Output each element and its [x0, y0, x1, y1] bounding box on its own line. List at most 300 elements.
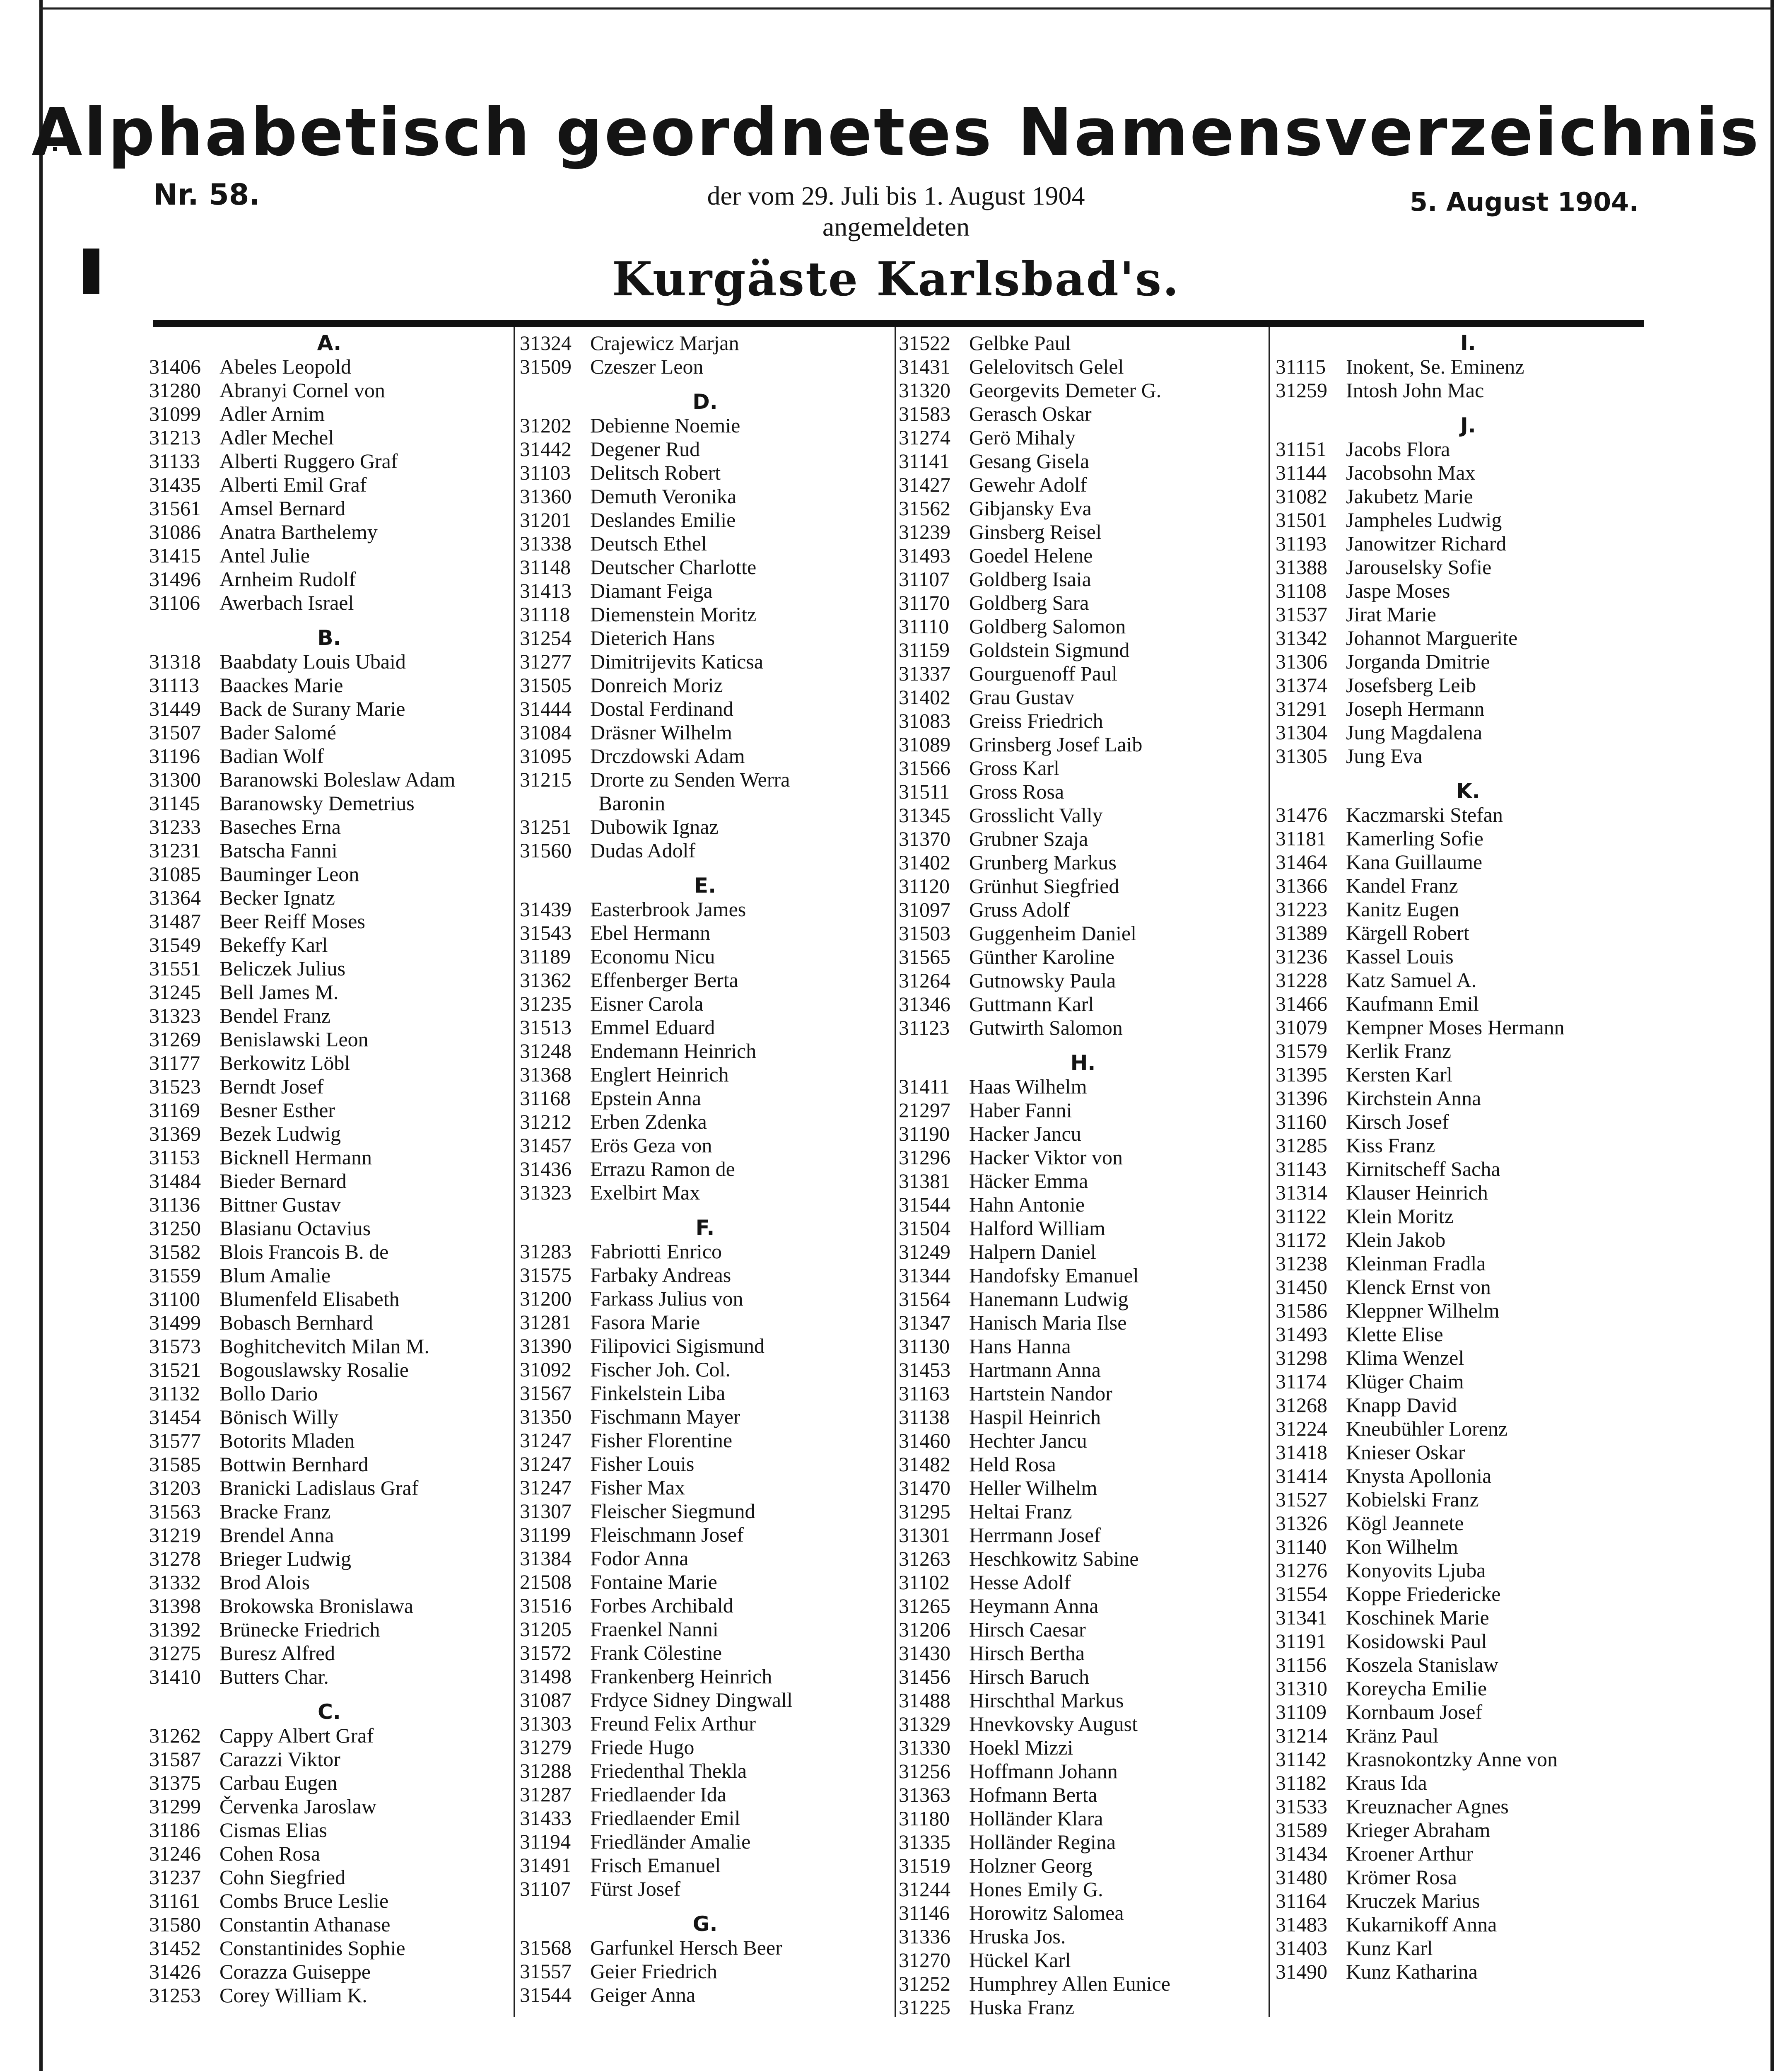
guest-number: 31236 — [1276, 945, 1327, 968]
guest-entry — [149, 449, 509, 473]
guest-entry — [520, 461, 890, 485]
guest-entry — [899, 1925, 1267, 1948]
guest-entry — [1276, 1535, 1661, 1559]
guest-name: Hartmann Anna — [969, 1358, 1101, 1381]
guest-name: Kanitz Eugen — [1346, 898, 1459, 921]
guest-entry — [1276, 626, 1661, 650]
guest-entry — [1276, 1582, 1661, 1606]
guest-entry — [1276, 721, 1661, 744]
guest-entry — [899, 497, 1267, 520]
guest-name: Herrmann Josef — [969, 1523, 1101, 1547]
guest-name: Guggenheim Daniel — [969, 922, 1137, 945]
guest-name: Amsel Bernard — [219, 497, 346, 520]
guest-number: 31270 — [899, 1948, 950, 1972]
guest-number: 31415 — [149, 544, 201, 567]
name-column-4 — [1276, 331, 1661, 2017]
guest-number: 31402 — [899, 851, 950, 874]
guest-entry — [520, 1499, 890, 1523]
guest-number: 31427 — [899, 473, 950, 496]
guest-entry — [149, 1842, 509, 1866]
guest-name: Humphrey Allen Eunice — [969, 1972, 1170, 1995]
guest-number: 31275 — [149, 1641, 201, 1665]
guest-name: Halpern Daniel — [969, 1240, 1096, 1263]
guest-entry — [899, 615, 1267, 638]
guest-entry — [899, 1948, 1267, 1972]
guest-name: Baranowsky Demetrius — [219, 792, 415, 815]
guest-name: Garfunkel Hersch Beer — [590, 1936, 782, 1959]
guest-number: 31274 — [899, 426, 950, 449]
guest-number: 31249 — [899, 1240, 950, 1263]
guest-entry — [1276, 1936, 1661, 1960]
guest-number: 31118 — [520, 603, 570, 626]
guest-entry — [899, 969, 1267, 992]
guest-name: Friedlaender Emil — [590, 1806, 740, 1830]
guest-entry — [899, 1641, 1267, 1665]
guest-name: Horowitz Salomea — [969, 1901, 1124, 1924]
guest-entry — [899, 1878, 1267, 1901]
guest-name: Kögl Jeannete — [1346, 1511, 1464, 1535]
guest-name: Hirschthal Markus — [969, 1689, 1124, 1712]
guest-number: 31426 — [149, 1960, 201, 1983]
guest-entry — [899, 1217, 1267, 1240]
guest-number: 31283 — [520, 1240, 572, 1263]
guest-entry — [520, 555, 890, 579]
guest-entry — [899, 1169, 1267, 1193]
guest-name: Adler Arnim — [219, 402, 325, 425]
guest-entry — [1276, 1511, 1661, 1535]
guest-entry — [149, 379, 509, 402]
guest-entry — [149, 1358, 509, 1382]
guest-entry — [149, 473, 509, 497]
guest-number: 31370 — [899, 827, 950, 850]
guest-name: Czeszer Leon — [590, 355, 704, 378]
guest-number: 31206 — [899, 1618, 950, 1641]
guest-number: 31336 — [899, 1925, 950, 1948]
guest-name: Cohn Siegfried — [219, 1866, 346, 1889]
guest-name: Johannot Marguerite — [1346, 626, 1518, 649]
guest-number: 31521 — [149, 1358, 201, 1381]
guest-entry — [149, 1571, 509, 1594]
guest-name: Beer Reiff Moses — [219, 910, 365, 933]
guest-name: Geier Friedrich — [590, 1960, 717, 1983]
guest-name: Cismas Elias — [219, 1818, 327, 1842]
guest-entry — [520, 1617, 890, 1641]
guest-number: 31491 — [520, 1854, 572, 1877]
guest-entry — [520, 968, 890, 992]
guest-name: Fraenkel Nanni — [590, 1617, 719, 1641]
guest-number: 31168 — [520, 1086, 571, 1110]
guest-number: 31503 — [899, 922, 950, 945]
guest-number: 31452 — [149, 1936, 201, 1960]
guest-entry — [899, 804, 1267, 827]
guest-entry — [1276, 921, 1661, 945]
guest-number: 31490 — [1276, 1960, 1327, 1983]
guest-entry — [149, 980, 509, 1004]
guest-name: Baackes Marie — [219, 673, 343, 697]
section-letter: H. — [1070, 1051, 1096, 1075]
guest-number: 31369 — [149, 1122, 201, 1145]
guest-entry — [1276, 850, 1661, 874]
guest-name: Bracke Franz — [219, 1500, 330, 1523]
guest-entry — [1276, 379, 1661, 402]
guest-name: Farbaky Andreas — [590, 1263, 731, 1287]
guest-name-continuation: Baronin — [598, 792, 666, 815]
guest-name: Bollo Dario — [219, 1382, 318, 1405]
guest-name: Dubowik Ignaz — [590, 815, 719, 838]
guest-number: 31181 — [1276, 827, 1327, 850]
guest-number: 31202 — [520, 414, 572, 437]
guest-entry — [520, 437, 890, 461]
guest-entry — [149, 792, 509, 815]
guest-name: Carazzi Viktor — [219, 1748, 340, 1771]
guest-number: 31115 — [1276, 355, 1326, 378]
guest-name: Jaspe Moses — [1346, 579, 1450, 602]
guest-name: Heschkowitz Sabine — [969, 1547, 1139, 1570]
guest-number: 31403 — [1276, 1936, 1327, 1960]
guest-name: Hirsch Baruch — [969, 1665, 1090, 1688]
guest-number: 31488 — [899, 1689, 950, 1712]
guest-entry — [1276, 579, 1661, 603]
guest-number: 31142 — [1276, 1748, 1327, 1771]
guest-name: Holzner Georg — [969, 1854, 1093, 1877]
guest-number: 31342 — [1276, 626, 1327, 649]
guest-entry — [149, 815, 509, 839]
guest-name: Gewehr Adolf — [969, 473, 1087, 496]
guest-name: Combs Bruce Leslie — [219, 1889, 389, 1912]
guest-name: Bauminger Leon — [219, 862, 359, 886]
guest-entry — [1276, 1653, 1661, 1677]
guest-entry — [899, 1712, 1267, 1736]
guest-entry — [149, 910, 509, 933]
guest-entry — [520, 626, 890, 650]
guest-name: Krieger Abraham — [1346, 1818, 1491, 1842]
guest-number: 31516 — [520, 1594, 572, 1617]
guest-number: 31498 — [520, 1665, 572, 1688]
guest-number: 31106 — [149, 591, 200, 614]
guest-entry — [899, 1287, 1267, 1311]
guest-number: 31100 — [149, 1287, 200, 1311]
guest-entry — [149, 721, 509, 744]
guest-name: Klima Wenzel — [1346, 1346, 1464, 1369]
guest-number: 31434 — [1276, 1842, 1327, 1865]
section-gap — [520, 379, 890, 390]
guest-entry — [1276, 603, 1661, 626]
guest-name: Emmel Eduard — [590, 1016, 715, 1039]
guest-name: Baseches Erna — [219, 815, 341, 838]
guest-name: Filipovici Sigismund — [590, 1334, 765, 1357]
guest-entry — [149, 355, 509, 379]
guest-entry — [520, 768, 890, 792]
guest-number: 31442 — [520, 437, 572, 461]
guest-number: 31247 — [520, 1429, 572, 1452]
guest-name: Dimitrijevits Katicsa — [590, 650, 763, 673]
guest-name: Klüger Chaim — [1346, 1370, 1464, 1393]
guest-name: Baabdaty Louis Ubaid — [219, 650, 406, 673]
section-gap — [149, 615, 509, 626]
guest-name: Holländer Klara — [969, 1807, 1103, 1830]
guest-number: 31095 — [520, 744, 572, 768]
guest-number: 31583 — [899, 402, 950, 425]
guest-name: Kraus Ida — [1346, 1771, 1427, 1794]
guest-number: 31305 — [1276, 744, 1327, 768]
guest-number: 31151 — [1276, 437, 1327, 461]
guest-entry — [899, 1689, 1267, 1712]
guest-entry — [899, 992, 1267, 1016]
guest-entry — [1276, 1016, 1661, 1039]
guest-entry — [520, 579, 890, 603]
guest-number: 31411 — [899, 1075, 950, 1098]
guest-entry — [1276, 1818, 1661, 1842]
guest-name: Inokent, Se. Eminenz — [1346, 355, 1524, 378]
guest-entry — [520, 1665, 890, 1688]
guest-entry — [520, 1110, 890, 1134]
guest-entry — [520, 1735, 890, 1759]
guest-number: 31499 — [149, 1311, 201, 1334]
guest-number: 31551 — [149, 957, 201, 980]
guest-name: Butters Char. — [219, 1665, 329, 1688]
guest-name: Georgevits Demeter G. — [969, 379, 1162, 402]
guest-name: Bittner Gustav — [219, 1193, 341, 1216]
guest-entry — [899, 733, 1267, 756]
guest-number: 31145 — [149, 792, 200, 815]
guest-entry — [1276, 437, 1661, 461]
guest-number: 31482 — [899, 1453, 950, 1476]
guest-number: 31456 — [899, 1665, 950, 1688]
guest-entry — [1276, 803, 1661, 827]
guest-number: 31509 — [520, 355, 572, 378]
guest-name: Frankenberg Heinrich — [590, 1665, 772, 1688]
guest-name: Kroener Arthur — [1346, 1842, 1473, 1865]
guest-name: Forbes Archibald — [590, 1594, 733, 1617]
guest-name: Hoekl Mizzi — [969, 1736, 1073, 1759]
guest-entry — [1276, 945, 1661, 968]
guest-entry — [899, 1476, 1267, 1500]
guest-number: 31291 — [1276, 697, 1327, 720]
guest-name: Errazu Ramon de — [590, 1157, 735, 1180]
guest-entry — [149, 862, 509, 886]
guest-number: 31244 — [899, 1878, 950, 1901]
guest-name: Koppe Friedericke — [1346, 1582, 1501, 1605]
guest-number: 31418 — [1276, 1441, 1327, 1464]
guest-entry — [1276, 1677, 1661, 1700]
guest-name: Kersten Karl — [1346, 1063, 1452, 1086]
guest-number: 31235 — [520, 992, 572, 1015]
guest-entry — [1276, 1488, 1661, 1511]
guest-entry — [1276, 1134, 1661, 1157]
guest-name: Dräsner Wilhelm — [590, 721, 732, 744]
guest-name: Badian Wolf — [219, 744, 324, 768]
guest-number: 31431 — [899, 355, 950, 378]
guest-entry — [520, 1547, 890, 1570]
guest-number: 31079 — [1276, 1016, 1327, 1039]
guest-name: Häcker Emma — [969, 1169, 1088, 1192]
guest-name: Bottwin Bernhard — [219, 1453, 369, 1476]
guest-entry — [1276, 1629, 1661, 1653]
guest-name: Fleischer Siegmund — [590, 1499, 755, 1523]
guest-name: Haas Wilhelm — [969, 1075, 1087, 1098]
guest-entry — [1276, 1700, 1661, 1724]
section-heading: Kurgäste Karlsbad's. — [612, 252, 1180, 307]
guest-number: 31523 — [149, 1075, 201, 1098]
guest-entry — [1276, 1346, 1661, 1370]
guest-entry — [520, 921, 890, 945]
guest-number: 31582 — [149, 1240, 201, 1263]
section-gap — [520, 1204, 890, 1216]
guest-entry — [899, 1830, 1267, 1854]
guest-name: Fischmann Mayer — [590, 1405, 740, 1428]
guest-number: 31414 — [1276, 1464, 1327, 1487]
guest-number: 31449 — [149, 697, 201, 720]
guest-name: Gourguenoff Paul — [969, 662, 1117, 685]
guest-entry — [899, 827, 1267, 851]
guest-entry — [149, 1866, 509, 1889]
guest-entry — [149, 1287, 509, 1311]
guest-entry — [149, 520, 509, 544]
guest-name: Abeles Leopold — [219, 355, 351, 378]
guest-name: Alberti Ruggero Graf — [219, 449, 398, 473]
guest-number: 31389 — [1276, 921, 1327, 944]
guest-name: Goldstein Sigmund — [969, 638, 1130, 661]
guest-name: Krömer Rosa — [1346, 1866, 1457, 1889]
guest-number: 31295 — [899, 1500, 950, 1523]
guest-name: Frisch Emanuel — [590, 1854, 721, 1877]
guest-name: Brieger Ludwig — [219, 1547, 351, 1570]
guest-name: Hones Emily G. — [969, 1878, 1103, 1901]
guest-name: Bader Salomé — [219, 721, 336, 744]
guest-entry — [899, 355, 1267, 379]
guest-name: Freund Felix Arthur — [590, 1712, 756, 1735]
guest-entry — [520, 1936, 890, 1960]
guest-entry — [149, 1618, 509, 1641]
guest-entry — [149, 1594, 509, 1618]
guest-name: Kon Wilhelm — [1346, 1535, 1458, 1558]
guest-name: Brokowska Bronislawa — [219, 1594, 413, 1617]
guest-number: 31203 — [149, 1476, 201, 1499]
guest-entry — [899, 1264, 1267, 1287]
guest-name: Jacobsohn Max — [1346, 461, 1476, 484]
guest-name: Constantinides Sophie — [219, 1936, 405, 1960]
guest-name: Carbau Eugen — [219, 1771, 338, 1794]
guest-entry — [149, 744, 509, 768]
guest-name: Guttmann Karl — [969, 992, 1094, 1016]
guest-number: 21297 — [899, 1098, 950, 1122]
guest-number: 31453 — [899, 1358, 950, 1381]
guest-entry — [1276, 697, 1661, 721]
guest-entry — [899, 1736, 1267, 1760]
guest-name: Grosslicht Vally — [969, 804, 1103, 827]
guest-name: Debienne Noemie — [590, 414, 740, 437]
guest-number: 31087 — [520, 1688, 572, 1711]
guest-number: 31215 — [520, 768, 572, 791]
guest-number: 31457 — [520, 1134, 572, 1157]
guest-name: Kempner Moses Hermann — [1346, 1016, 1565, 1039]
guest-number: 31335 — [899, 1830, 950, 1854]
guest-name: Fleischmann Josef — [590, 1523, 744, 1546]
guest-entry — [899, 1523, 1267, 1547]
guest-number: 31190 — [899, 1122, 950, 1145]
guest-name: Hnevkovsky August — [969, 1712, 1138, 1735]
guest-name: Fodor Anna — [590, 1547, 689, 1570]
guest-entry — [149, 497, 509, 520]
guest-number: 31433 — [520, 1806, 572, 1830]
guest-name: Blumenfeld Elisabeth — [219, 1287, 400, 1311]
guest-number: 31200 — [520, 1287, 572, 1310]
guest-name: Corazza Guiseppe — [219, 1960, 371, 1983]
guest-name: Frank Cölestine — [590, 1641, 722, 1664]
guest-entry — [520, 355, 890, 379]
guest-number: 31130 — [899, 1335, 950, 1358]
guest-number: 31384 — [520, 1547, 572, 1570]
guest-number: 21508 — [520, 1570, 572, 1593]
guest-entry — [149, 673, 509, 697]
guest-number: 31504 — [899, 1217, 950, 1240]
section-letter: F. — [695, 1216, 715, 1240]
guest-number: 31148 — [520, 555, 571, 579]
guest-entry — [899, 591, 1267, 615]
top-border-line — [39, 7, 1774, 10]
guest-number: 31549 — [149, 933, 201, 956]
guest-name: Fisher Florentine — [590, 1429, 733, 1452]
guest-number: 31132 — [149, 1382, 200, 1405]
section-gap — [520, 1901, 890, 1912]
guest-number: 31174 — [1276, 1370, 1327, 1393]
guest-entry — [520, 839, 890, 862]
guest-entry — [899, 1807, 1267, 1830]
guest-name: Kunz Karl — [1346, 1936, 1433, 1960]
guest-name: Koszela Stanislaw — [1346, 1653, 1498, 1676]
guest-entry — [1276, 827, 1661, 850]
guest-entry — [149, 1665, 509, 1689]
guest-number: 31314 — [1276, 1181, 1327, 1204]
guest-name: Heltai Franz — [969, 1500, 1072, 1523]
guest-name: Günther Karoline — [969, 945, 1115, 968]
guest-number: 31113 — [149, 673, 200, 697]
guest-number: 31572 — [520, 1641, 572, 1664]
guest-name: Demuth Veronika — [590, 485, 737, 508]
guest-number: 31213 — [149, 426, 201, 449]
guest-number: 31493 — [899, 544, 950, 567]
guest-entry — [149, 1795, 509, 1818]
guest-number: 31304 — [1276, 721, 1327, 744]
guest-number: 31554 — [1276, 1582, 1327, 1605]
guest-number: 31332 — [149, 1571, 201, 1594]
guest-number: 31122 — [1276, 1204, 1327, 1228]
guest-name: Janowitzer Richard — [1346, 532, 1507, 555]
guest-name: Arnheim Rudolf — [219, 567, 356, 591]
guest-number: 31287 — [520, 1783, 572, 1806]
guest-name: Buresz Alfred — [219, 1641, 335, 1665]
guest-number: 31250 — [149, 1217, 201, 1240]
guest-name: Degener Rud — [590, 437, 700, 461]
guest-entry — [149, 1146, 509, 1169]
guest-name: Bönisch Willy — [219, 1405, 339, 1429]
guest-number: 31544 — [520, 1983, 572, 2006]
guest-number: 31364 — [149, 886, 201, 909]
guest-name: Held Rosa — [969, 1453, 1056, 1476]
guest-entry — [149, 1122, 509, 1146]
guest-number: 31107 — [520, 1877, 571, 1900]
guest-entry — [149, 1748, 509, 1771]
guest-entry — [899, 1500, 1267, 1523]
guest-number: 31565 — [899, 945, 950, 968]
guest-entry — [1276, 1606, 1661, 1629]
guest-number: 31476 — [1276, 803, 1327, 826]
guest-number: 31237 — [149, 1866, 201, 1889]
guest-number: 31318 — [149, 650, 201, 673]
guest-entry — [1276, 1441, 1661, 1464]
guest-name: Kaczmarski Stefan — [1346, 803, 1503, 826]
guest-entry — [520, 992, 890, 1016]
